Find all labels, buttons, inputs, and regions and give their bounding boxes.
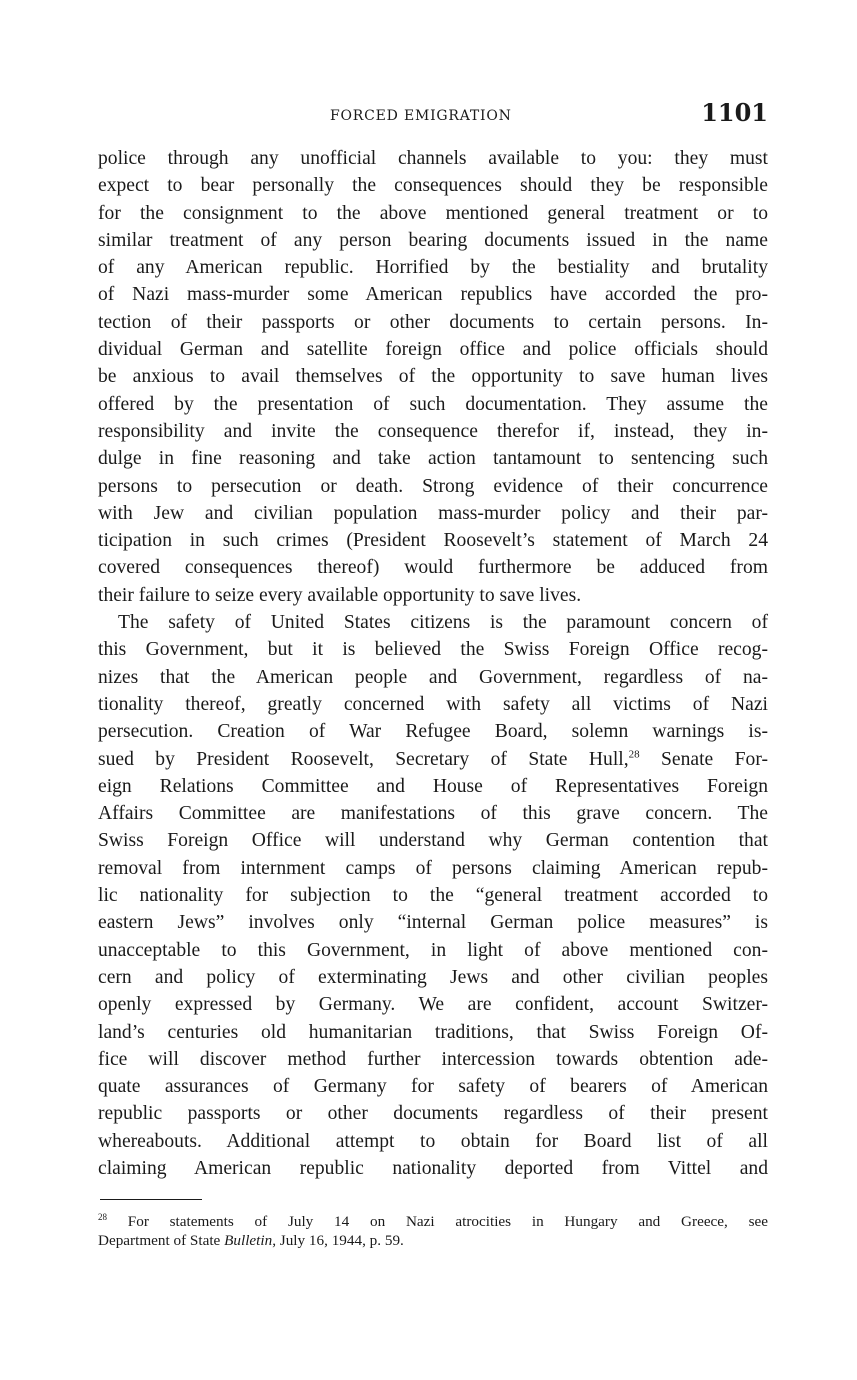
text-line: removal from internment camps of persons claiming American repub- (98, 857, 768, 879)
text-line: of any American republic. Horrified by the bestiality and brutality (98, 257, 768, 279)
footnote-line (98, 1212, 768, 1231)
text-line: offered by the presentation of such documentation. They assume the (98, 393, 768, 415)
publication-title: Bulletin (224, 1232, 273, 1249)
text-line: claiming American republic nationality deported from Vittel and (98, 1157, 768, 1179)
text-line: persons to persecution or death. Strong evidence of their concurrence (98, 475, 768, 497)
text-line: tection of their passports or other documents to certain persons. In- (98, 311, 768, 333)
text-line: of Nazi mass-murder some American republics have accorded the pro- (98, 284, 768, 306)
text-line: expect to bear personally the consequences should they be responsible (98, 175, 768, 197)
text-line: for the consignment to the above mentioned general treatment or to (98, 202, 768, 224)
text-line: Affairs Committee are manifestations of this grave concern. The (98, 803, 768, 825)
footnote (98, 1212, 768, 1250)
text-line: lic nationality for subjection to the “general treatment accorded to (98, 885, 768, 907)
page-number: 1101 (701, 98, 768, 127)
footnote-reference[interactable]: 28 (628, 748, 640, 760)
body-text (98, 145, 768, 1182)
text-segment: Senate For- (639, 748, 768, 770)
text-line-with-footnote-ref (98, 746, 768, 773)
text-line: dividual German and satellite foreign office and police officials should (98, 339, 768, 361)
page-header (98, 98, 768, 134)
text-line: with Jew and civilian population mass-murder policy and their par- (98, 502, 768, 524)
footnote-marker: 28 (98, 1211, 107, 1222)
text-line: be anxious to avail themselves of the opportunity to save human lives (98, 366, 768, 388)
text-line: openly expressed by Germany. We are confident, account Switzer- (98, 994, 768, 1016)
text-line: this Government, but it is believed the Swiss Foreign Office recog- (98, 639, 768, 661)
footnote-divider (100, 1199, 202, 1200)
footnote-text: Department of State (98, 1232, 225, 1249)
text-line: similar treatment of any person bearing documents issued in the name (98, 229, 768, 251)
text-line: ticipation in such crimes (President Roosevelt’s statement of March 24 (98, 530, 768, 552)
text-segment: sued by President Roosevelt, Secretary of State Hull, (98, 748, 629, 770)
text-line: covered consequences thereof) would furthermore be adduced from (98, 557, 768, 579)
footnote-line (98, 1231, 768, 1250)
footnote-text: , July 16, 1944, p. 59. (272, 1232, 404, 1249)
paragraph-start-line: The safety of United States citizens is the paramount concern of (118, 612, 768, 634)
text-line: dulge in fine reasoning and take action tantamount to sentencing such (98, 448, 768, 470)
text-line: responsibility and invite the consequence therefor if, instead, they in- (98, 420, 768, 442)
footnote-text: For statements of July 14 on Nazi atrocities in Hungary and Greece, see (127, 1213, 768, 1230)
text-line: police through any unofficial channels available to you: they must (98, 148, 768, 169)
text-line: cern and policy of exterminating Jews and other civilian peoples (98, 966, 768, 988)
text-line: fice will discover method further intercession towards obtention ade- (98, 1048, 768, 1070)
text-line: whereabouts. Additional attempt to obtain for Board list of all (98, 1130, 768, 1152)
text-line: their failure to seize every available opportunity to save lives. (98, 584, 582, 606)
text-line: tionality thereof, greatly concerned with safety all victims of Nazi (98, 693, 768, 715)
text-line: eign Relations Committee and House of Representatives Foreign (98, 775, 768, 797)
text-line: Swiss Foreign Office will understand why German contention that (98, 830, 768, 852)
text-line: eastern Jews” involves only “internal German police measures” is (98, 912, 768, 934)
text-line: quate assurances of Germany for safety of bearers of American (98, 1076, 768, 1098)
text-line: unacceptable to this Government, in light of above mentioned con- (98, 939, 768, 961)
text-line: nizes that the American people and Government, regardless of na- (98, 666, 768, 688)
text-line: persecution. Creation of War Refugee Board, solemn warnings is- (98, 721, 768, 743)
running-head: FORCED EMIGRATION (330, 108, 512, 124)
text-line: republic passports or other documents regardless of their present (98, 1103, 768, 1125)
text-line: land’s centuries old humanitarian traditions, that Swiss Foreign Of- (98, 1021, 768, 1043)
